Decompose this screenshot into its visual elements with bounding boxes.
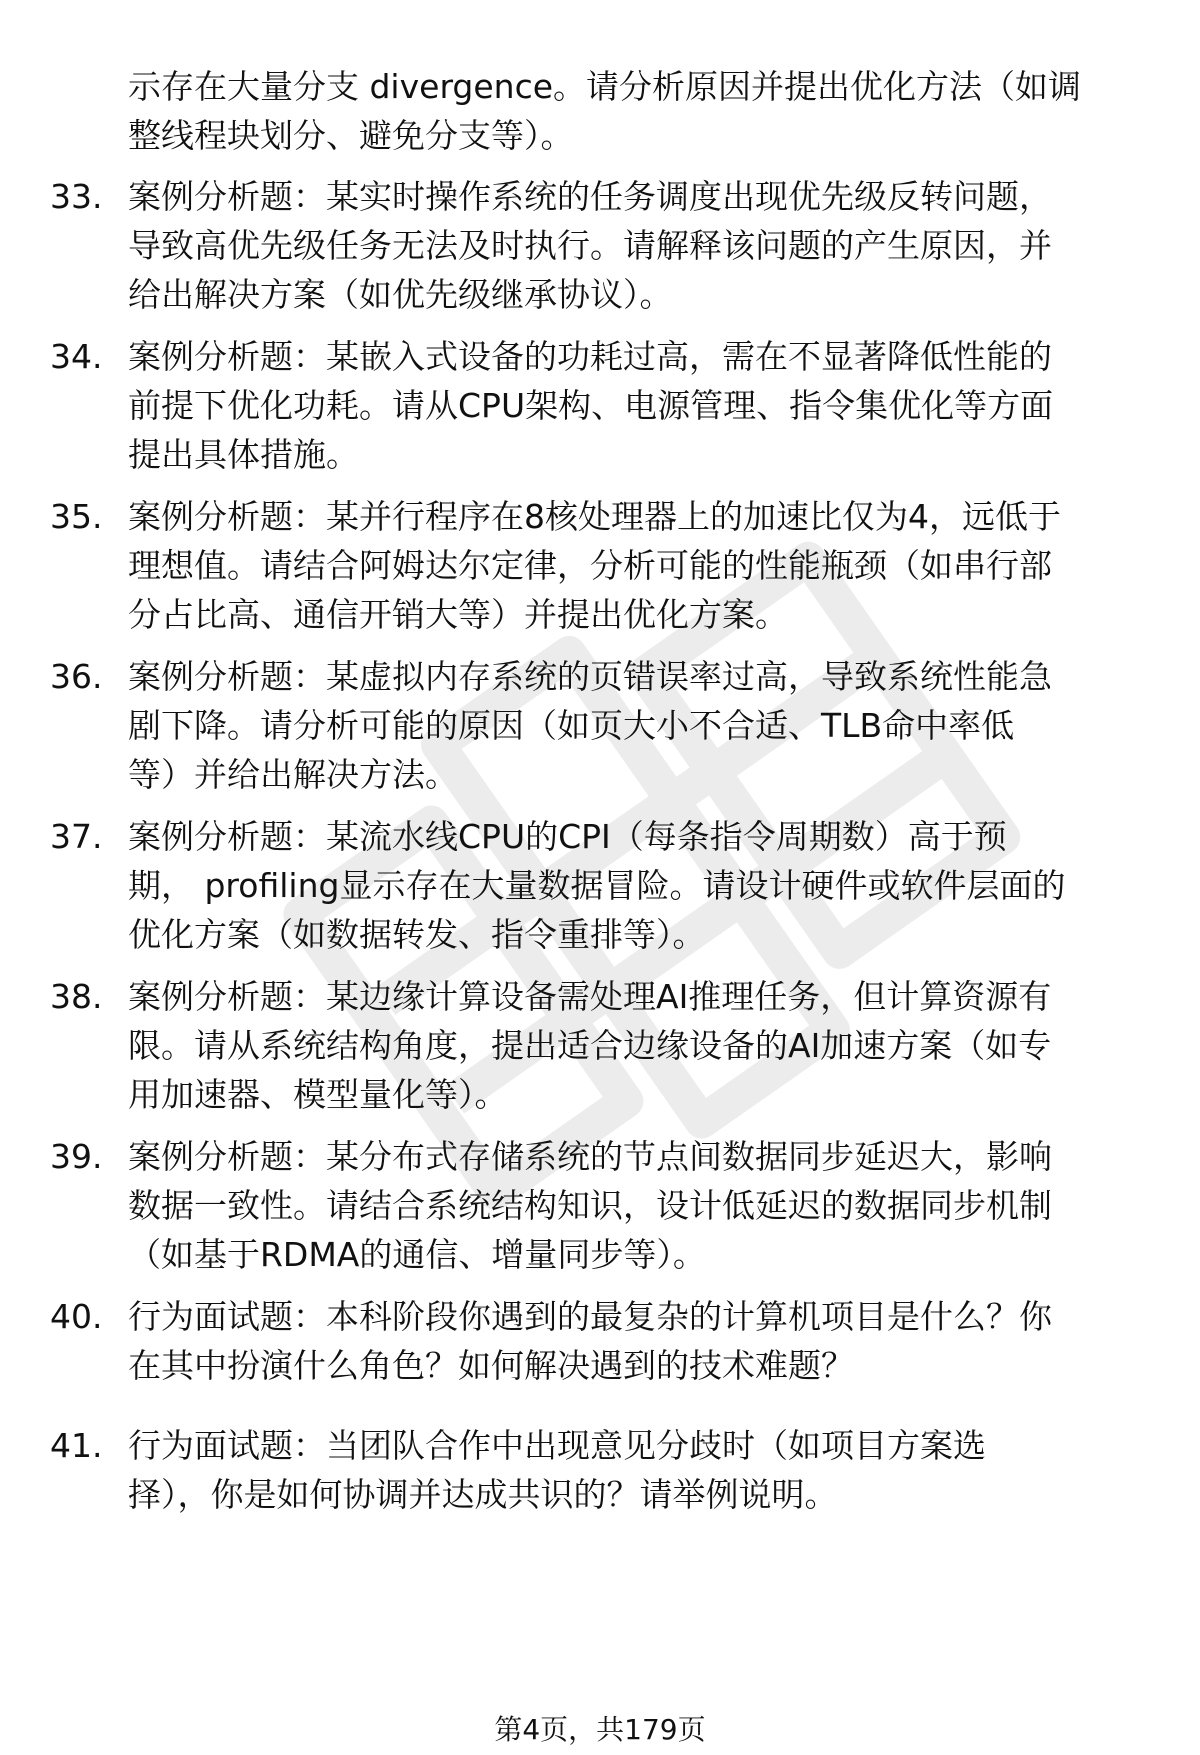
question-text bbox=[128, 812, 1128, 959]
page-number-footer: 第4页，共179页 bbox=[494, 1713, 706, 1746]
question-35 bbox=[50, 492, 1173, 639]
question-number: 40. bbox=[50, 1297, 103, 1336]
question-37 bbox=[50, 812, 1173, 959]
question-38 bbox=[50, 972, 1173, 1119]
question-line: （如基于RDMA的通信、增量同步等）。 bbox=[128, 1235, 706, 1274]
question-line: 导致高优先级任务无法及时执行。请解释该问题的产生原因，并 bbox=[128, 226, 1052, 265]
question-line: 前提下优化功耗。请从CPU架构、电源管理、指令集优化等方面 bbox=[128, 386, 1054, 425]
question-line: 分占比高、通信开销大等）并提出优化方案。 bbox=[128, 595, 788, 634]
question-text bbox=[128, 652, 1128, 799]
question-text bbox=[128, 1421, 1128, 1519]
continuation-line: 整线程块划分、避免分支等）。 bbox=[128, 116, 574, 155]
question-text bbox=[128, 492, 1128, 639]
question-number: 38. bbox=[50, 977, 103, 1016]
question-line: 用加速器、模型量化等）。 bbox=[128, 1075, 508, 1114]
question-number: 34. bbox=[50, 337, 103, 376]
question-33 bbox=[50, 172, 1173, 319]
question-text bbox=[128, 1132, 1128, 1279]
question-line: 期， profiling显示存在大量数据冒险。请设计硬件或软件层面的 bbox=[128, 866, 1066, 905]
question-line: 在其中扮演什么角色？如何解决遇到的技术难题？ bbox=[128, 1346, 854, 1385]
question-text bbox=[128, 172, 1128, 319]
continuation-line: 示存在大量分支 divergence。请分析原因并提出优化方法（如调 bbox=[128, 67, 1082, 106]
question-text bbox=[128, 972, 1128, 1119]
question-line: 行为面试题：本科阶段你遇到的最复杂的计算机项目是什么？你 bbox=[128, 1297, 1052, 1336]
question-line: 限。请从系统结构角度，提出适合边缘设备的AI加速方案（如专 bbox=[128, 1026, 1052, 1065]
question-line: 案例分析题：某边缘计算设备需处理AI推理任务，但计算资源有 bbox=[128, 977, 1052, 1016]
question-number: 35. bbox=[50, 497, 103, 536]
question-line: 案例分析题：某流水线CPU的CPI（每条指令周期数）高于预 bbox=[128, 817, 1007, 856]
question-36 bbox=[50, 652, 1173, 799]
question-number: 41. bbox=[50, 1426, 103, 1465]
question-line: 案例分析题：某嵌入式设备的功耗过高，需在不显著降低性能的 bbox=[128, 337, 1052, 376]
question-line: 择），你是如何协调并达成共识的？请举例说明。 bbox=[128, 1475, 838, 1514]
question-line: 等）并给出解决方法。 bbox=[128, 755, 458, 794]
question-line: 给出解决方案（如优先级继承协议）。 bbox=[128, 275, 673, 314]
question-line: 案例分析题：某实时操作系统的任务调度出现优先级反转问题， bbox=[128, 177, 1052, 216]
question-number: 37. bbox=[50, 817, 103, 856]
question-34 bbox=[50, 332, 1173, 479]
question-39 bbox=[50, 1132, 1173, 1279]
question-line: 案例分析题：某虚拟内存系统的页错误率过高，导致系统性能急 bbox=[128, 657, 1052, 696]
question-number: 36. bbox=[50, 657, 103, 696]
question-line: 理想值。请结合阿姆达尔定律，分析可能的性能瓶颈（如串行部 bbox=[128, 546, 1052, 585]
question-line: 提出具体措施。 bbox=[128, 435, 359, 474]
question-line: 案例分析题：某并行程序在8核处理器上的加速比仅为4，远低于 bbox=[128, 497, 1061, 536]
continuation-paragraph bbox=[128, 62, 1173, 160]
question-number: 39. bbox=[50, 1137, 103, 1176]
question-41 bbox=[50, 1421, 1173, 1519]
question-text bbox=[128, 332, 1128, 479]
question-line: 案例分析题：某分布式存储系统的节点间数据同步延迟大，影响 bbox=[128, 1137, 1052, 1176]
question-number: 33. bbox=[50, 177, 103, 216]
question-text bbox=[128, 1292, 1128, 1390]
question-40 bbox=[50, 1292, 1173, 1390]
question-line: 优化方案（如数据转发、指令重排等）。 bbox=[128, 915, 706, 954]
question-line: 数据一致性。请结合系统结构知识，设计低延迟的数据同步机制 bbox=[128, 1186, 1052, 1225]
question-line: 剧下降。请分析可能的原因（如页大小不合适、TLB命中率低 bbox=[128, 706, 1015, 745]
question-line: 行为面试题：当团队合作中出现意见分歧时（如项目方案选 bbox=[128, 1426, 986, 1465]
